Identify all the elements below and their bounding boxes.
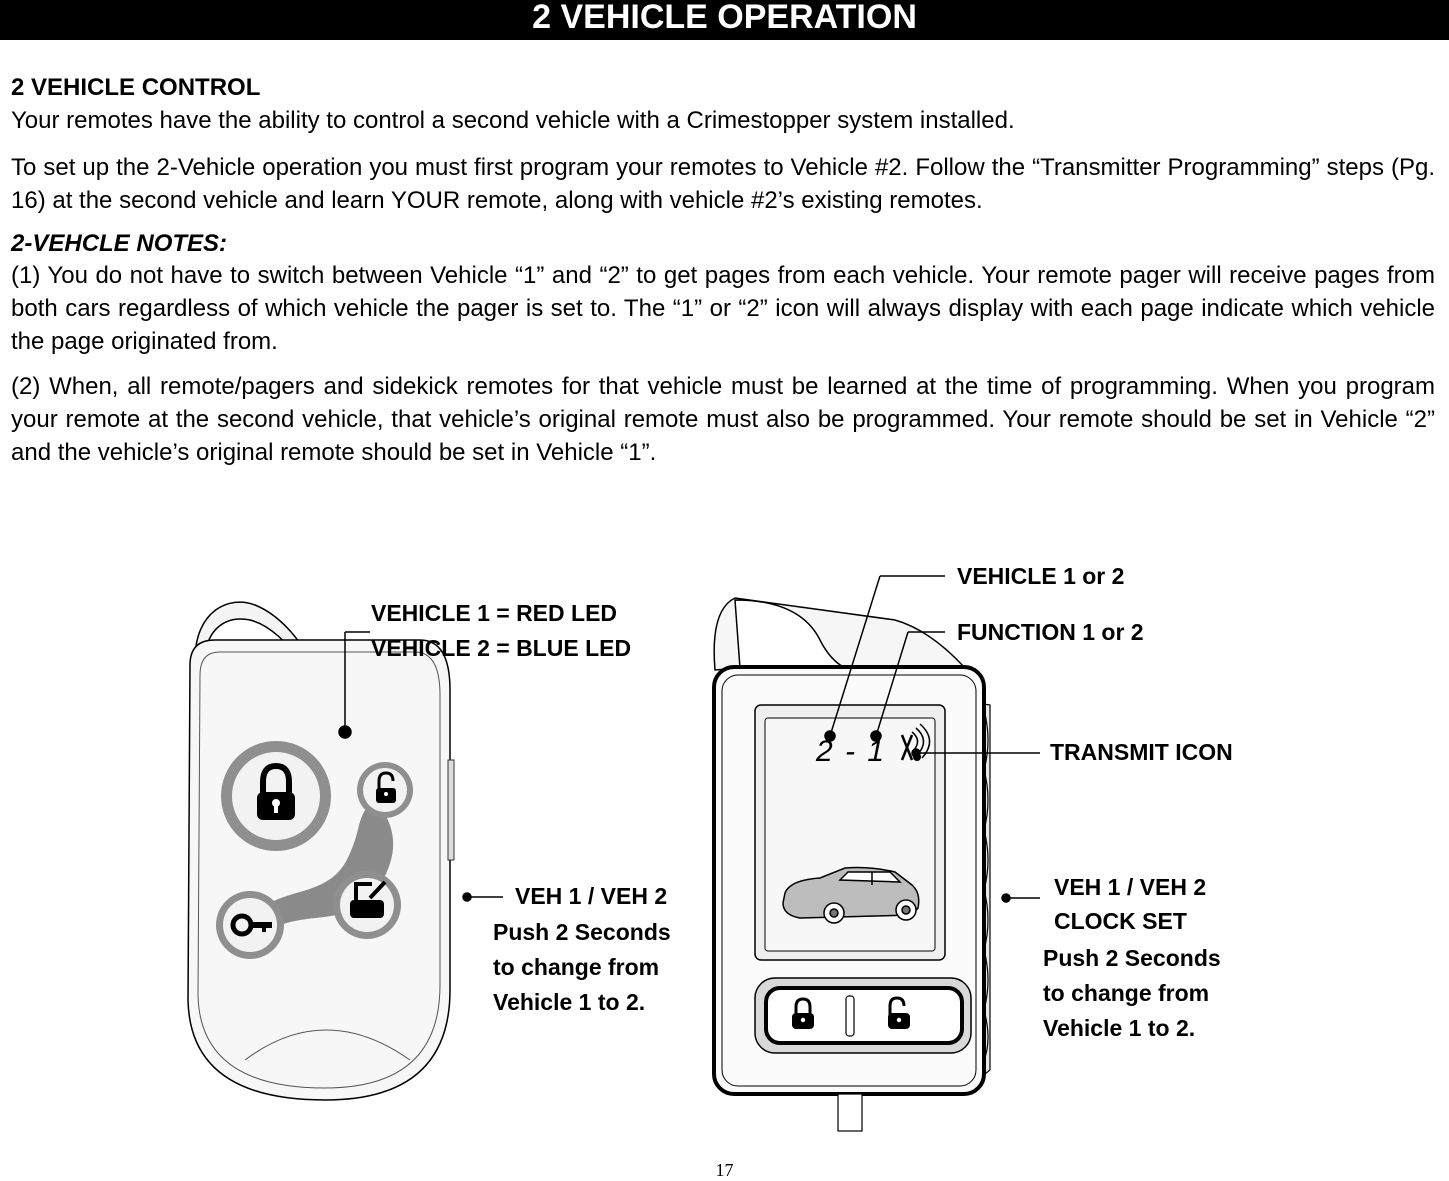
note-2: (2) When, all remote/pagers and sidekick remotes for that vehicle must be learned at the time of programming. When you program your remote at the second vehicle, that vehicle’s original remote must also be programmed. Your remote should be set in Vehicle “2” and the vehicle’s original remote should be set in Vehicle “1”. xyxy=(11,373,1435,466)
left-side-button-leader xyxy=(463,893,503,901)
right-remote xyxy=(714,598,990,1131)
notes-heading: 2-VEHCLE NOTES: xyxy=(11,230,228,257)
intro-paragraph: Your remotes have the ability to control a second vehicle with a Crimestopper system installed. xyxy=(11,107,1015,134)
vehicle-indicator-label: VEHICLE 1 or 2 xyxy=(957,563,1125,589)
note-1: (1) You do not have to switch between Vehicle “1” and “2” to get pages from each vehicle. Your remote pager will receive pages from both cars regardless of which vehicle the pager is set to. The “1” or “2” icon will always display with each page indicate which vehicle the page originated from. xyxy=(11,262,1435,355)
left-side-button-label: VEH 1 / VEH 2 xyxy=(515,883,668,909)
led-label-vehicle-2: VEHICLE 2 = BLUE LED xyxy=(371,635,632,661)
function-indicator-label: FUNCTION 1 or 2 xyxy=(957,619,1144,645)
right-push-line-1: Push 2 Seconds xyxy=(1043,945,1221,971)
setup-paragraph: To set up the 2-Vehicle operation you must first program your remotes to Vehicle #2. Follow the “Transmitter Programming” steps (Pg. 16) at the second vehicle and learn YOUR remote, along with vehicle #2’s existing remotes. xyxy=(11,154,1435,214)
led-label-vehicle-1: VEHICLE 1 = RED LED xyxy=(371,600,618,626)
left-push-line-3: Vehicle 1 to 2. xyxy=(493,989,646,1015)
left-push-line-2: to change from xyxy=(493,954,660,980)
right-push-line-2: to change from xyxy=(1043,980,1210,1006)
section-heading: 2 VEHICLE CONTROL xyxy=(11,74,261,101)
left-push-line-1: Push 2 Seconds xyxy=(493,919,671,945)
lcd-display-text: 2 - 1 xyxy=(816,735,887,768)
transmit-icon-label: TRANSMIT ICON xyxy=(1050,739,1233,765)
right-push-line-3: Vehicle 1 to 2. xyxy=(1043,1015,1196,1041)
clock-set-label: CLOCK SET xyxy=(1054,908,1187,934)
page-title: 2 VEHICLE OPERATION xyxy=(0,0,1449,40)
page-number: 17 xyxy=(715,1160,734,1180)
right-side-button-label: VEH 1 / VEH 2 xyxy=(1054,874,1207,900)
left-remote xyxy=(188,602,454,1100)
